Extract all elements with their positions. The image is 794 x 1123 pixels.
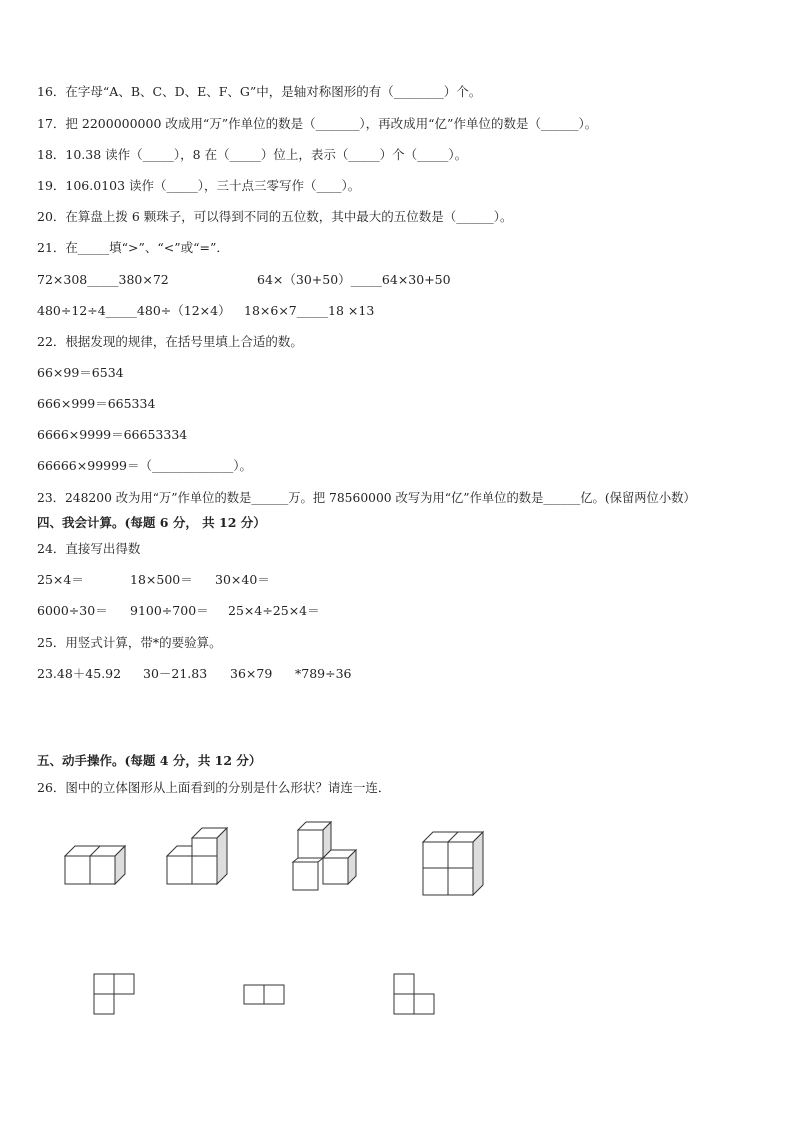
q24-item-c: 30×40＝ xyxy=(215,572,270,587)
q24-item-f: 25×4÷25×4＝ xyxy=(228,603,320,618)
question-23: 23．248200 改为用“万”作单位的数是______万。把 78560000 改写为用“亿”作单位的数是______亿。(保留两位小数） xyxy=(37,491,696,505)
question-16: 16．在字母“A、B、C、D、E、F、G”中，是轴对称图形的有（________）个。 xyxy=(37,84,482,99)
question-20: 20．在算盘上拨 6 颗珠子，可以得到不同的五位数，其中最大的五位数是（______）。 xyxy=(37,209,513,224)
section-4-heading: 四、我会计算。(每题 6 分， 共 12 分） xyxy=(37,515,266,530)
top-view-shape-2 xyxy=(242,983,288,1007)
q22-pattern-3: 6666×9999＝66653334 xyxy=(37,427,188,442)
q25-item-a: 23.48＋45.92 xyxy=(37,666,122,681)
top-view-shape-3 xyxy=(392,972,438,1016)
solid-figure-2 xyxy=(162,826,232,890)
question-24: 24．直接写出得数 xyxy=(37,541,141,556)
question-25: 25．用竖式计算，带*的要验算。 xyxy=(37,635,222,650)
solid-figure-4 xyxy=(418,830,488,898)
q24-item-a: 25×4＝ xyxy=(37,572,84,587)
q21-item-d: 18×6×7_____18 ×13 xyxy=(244,303,375,318)
q22-pattern-4: 66666×99999＝（_____________）。 xyxy=(37,458,253,473)
question-22: 22．根据发现的规律，在括号里填上合适的数。 xyxy=(37,334,303,349)
q21-item-b: 64×（30+50）_____64×30+50 xyxy=(257,272,451,287)
q21-item-c: 480÷12÷4_____480÷（12×4） xyxy=(37,303,231,318)
q24-item-e: 9100÷700＝ xyxy=(130,603,209,618)
solid-figure-3 xyxy=(288,820,363,892)
q25-item-d: *789÷36 xyxy=(295,666,352,681)
q24-item-d: 6000÷30＝ xyxy=(37,603,108,618)
q24-item-b: 18×500＝ xyxy=(130,572,193,587)
question-17: 17．把 2200000000 改成用“万”作单位的数是（_______），再改成用“亿”作单位的数是（______）。 xyxy=(37,116,598,131)
q21-item-a: 72×308_____380×72 xyxy=(37,272,169,287)
section-5-heading: 五、动手操作。(每题 4 分，共 12 分） xyxy=(37,753,262,768)
q22-pattern-1: 66×99＝6534 xyxy=(37,365,124,380)
top-view-shape-1 xyxy=(92,972,138,1016)
q25-item-c: 36×79 xyxy=(230,666,273,681)
question-26: 26．图中的立体图形从上面看到的分别是什么形状？请连一连． xyxy=(37,780,391,795)
q22-pattern-2: 666×999＝665334 xyxy=(37,396,156,411)
question-18: 18．10.38 读作（_____），8 在（_____）位上，表示（_____）个（_____）。 xyxy=(37,147,468,162)
q25-item-b: 30－21.83 xyxy=(143,666,208,681)
question-19: 19．106.0103 读作（_____），三十点三零写作（____）。 xyxy=(37,178,361,193)
solid-figure-1 xyxy=(60,840,130,890)
question-21: 21．在_____填“>”、“<”或“=”． xyxy=(37,240,229,255)
